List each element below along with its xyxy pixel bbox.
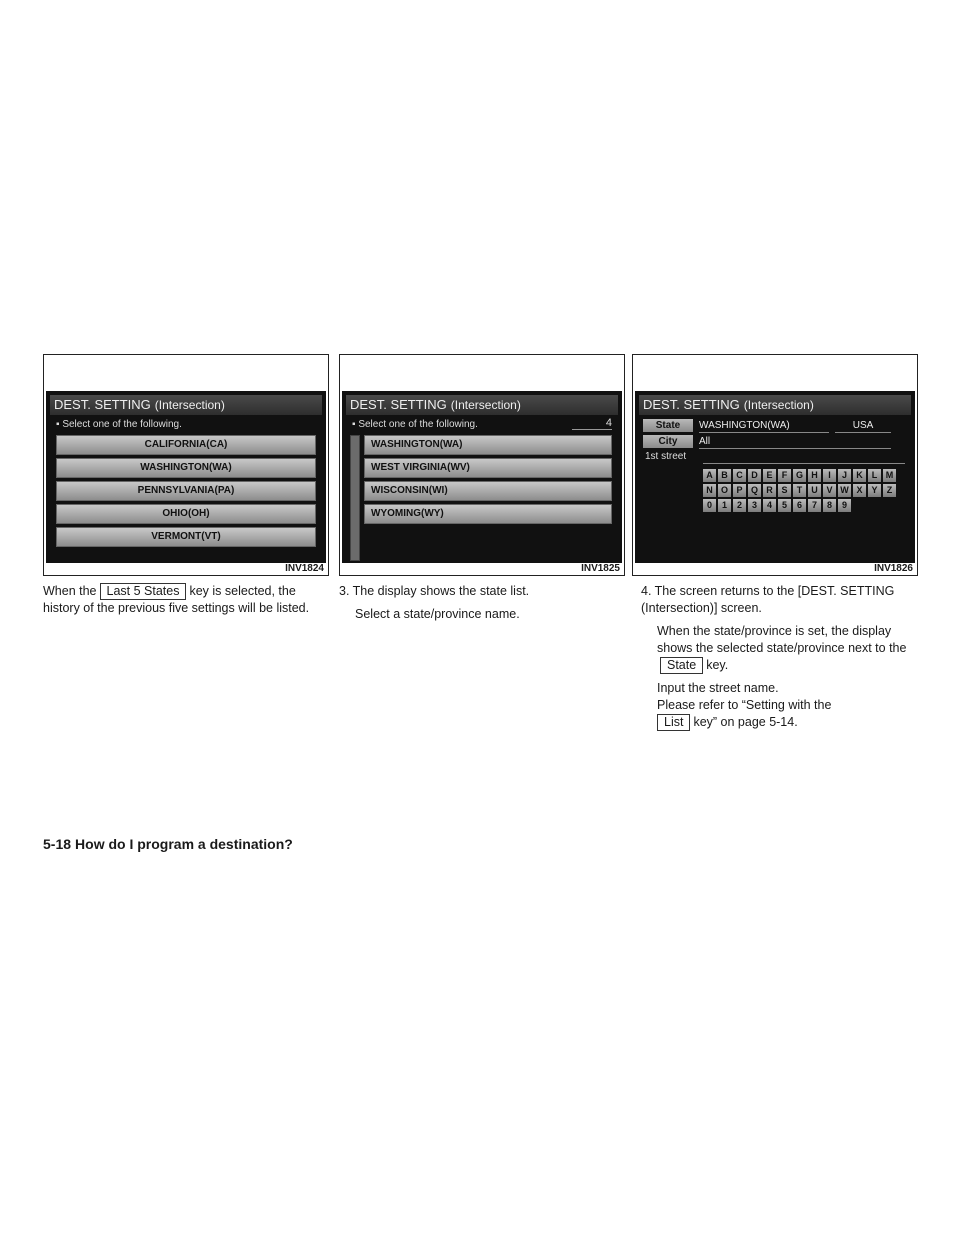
nav-screen [635,391,915,563]
street-input[interactable] [703,463,905,464]
nav-screen [46,391,326,563]
step-3: 3. The display shows the state list. [339,584,530,598]
key-s[interactable]: S [778,484,791,497]
state-button[interactable]: WASHINGTON(WA) [56,458,316,478]
figure-inv1824 [43,354,329,576]
state-button[interactable]: PENNSYLVANIA(PA) [56,481,316,501]
screen-prompt: ▪ Select one of the following. [56,419,182,430]
state-value: WASHINGTON(WA) [699,419,829,433]
key-g[interactable]: G [793,469,806,482]
state-button[interactable]: WASHINGTON(WA) [364,435,612,455]
scrollbar[interactable] [350,435,360,561]
key-d[interactable]: D [748,469,761,482]
city-button[interactable]: City [643,435,693,448]
key-6[interactable]: 6 [793,499,806,512]
state-key: State [660,657,703,674]
key-r[interactable]: R [763,484,776,497]
step-3-sub: Select a state/province name. [355,607,520,621]
key-5[interactable]: 5 [778,499,791,512]
key-z[interactable]: Z [883,484,896,497]
key-q[interactable]: Q [748,484,761,497]
keyboard-row [703,499,898,512]
col2-text [339,583,621,629]
keyboard-row [703,484,898,497]
figure-caption: INV1825 [581,563,620,574]
state-button[interactable]: CALIFORNIA(CA) [56,435,316,455]
key-9[interactable]: 9 [838,499,851,512]
key-8[interactable]: 8 [823,499,836,512]
key-b[interactable]: B [718,469,731,482]
key-h[interactable]: H [808,469,821,482]
col1-text: When the Last 5 States key is selected, the history of the previous five settings will be listed. [43,584,310,615]
key-v[interactable]: V [823,484,836,497]
key-7[interactable]: 7 [808,499,821,512]
key-1[interactable]: 1 [718,499,731,512]
screen-title: DEST. SETTING (Intersection) [639,395,911,415]
key-e[interactable]: E [763,469,776,482]
key-t[interactable]: T [793,484,806,497]
list-count: 4 [572,417,612,430]
keyboard-row [703,469,898,482]
col3-text [641,583,919,737]
figure-caption: INV1824 [285,563,324,574]
list-key: List [657,714,690,731]
last-5-states-key: Last 5 States [100,583,187,600]
figure-caption: INV1826 [874,563,913,574]
key-p[interactable]: P [733,484,746,497]
figure-inv1826 [632,354,918,576]
key-n[interactable]: N [703,484,716,497]
screen-title: DEST. SETTING (Intersection) [346,395,618,415]
step-4-p1: When the state/province is set, the display shows the selected state/province next to theState key. [657,624,907,672]
key-k[interactable]: K [853,469,866,482]
screen-title: DEST. SETTING (Intersection) [50,395,322,415]
state-button[interactable]: State [643,419,693,432]
key-3[interactable]: 3 [748,499,761,512]
page-footer [43,836,293,852]
step-4: 4. The screen returns to the [DEST. SETTING (Intersection)] screen. [641,584,895,615]
screen-prompt: ▪ Select one of the following. [352,419,478,430]
key-i[interactable]: I [823,469,836,482]
section-title: How do I program a destination? [75,836,293,852]
street-label: 1st street [645,451,687,462]
figure-inv1825 [339,354,625,576]
city-value: All [699,435,891,449]
state-button[interactable]: VERMONT(VT) [56,527,316,547]
country-value: USA [835,419,891,433]
key-o[interactable]: O [718,484,731,497]
page-number: 5-18 [43,836,72,852]
key-j[interactable]: J [838,469,851,482]
step-4-p3: Please refer to “Setting with the List key” on page 5-14. [657,698,832,729]
state-button[interactable]: OHIO(OH) [56,504,316,524]
key-f[interactable]: F [778,469,791,482]
keyboard [703,469,898,514]
key-u[interactable]: U [808,484,821,497]
key-2[interactable]: 2 [733,499,746,512]
key-y[interactable]: Y [868,484,881,497]
key-4[interactable]: 4 [763,499,776,512]
key-x[interactable]: X [853,484,866,497]
key-m[interactable]: M [883,469,896,482]
key-l[interactable]: L [868,469,881,482]
step-4-p2: Input the street name. [657,681,779,695]
state-list [364,435,612,527]
nav-screen [342,391,622,563]
state-button[interactable]: WYOMING(WY) [364,504,612,524]
state-button[interactable]: WEST VIRGINIA(WV) [364,458,612,478]
state-list [56,435,316,550]
key-a[interactable]: A [703,469,716,482]
key-0[interactable]: 0 [703,499,716,512]
state-button[interactable]: WISCONSIN(WI) [364,481,612,501]
key-w[interactable]: W [838,484,851,497]
key-c[interactable]: C [733,469,746,482]
